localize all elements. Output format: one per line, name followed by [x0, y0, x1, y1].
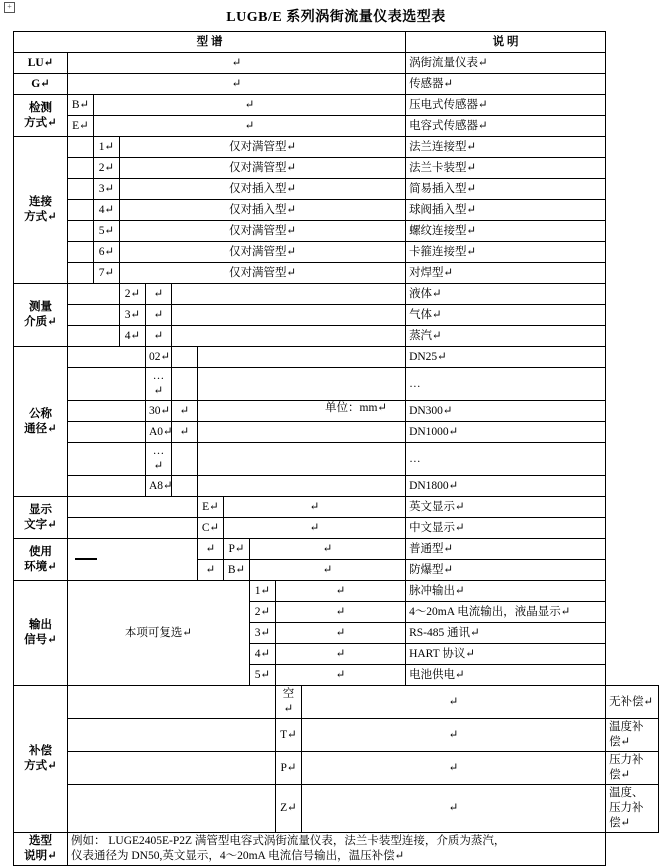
display-desc-2: 中文显示↵ — [406, 518, 606, 539]
connect-code-7: 7↵ — [94, 263, 120, 284]
output-desc-4: HART 协议↵ — [406, 644, 606, 665]
table-row — [14, 476, 659, 497]
medium-mark-1: ↵ — [146, 284, 172, 305]
row-label-caliber: 公称 通径↵ — [14, 347, 68, 497]
output-code-5: 5↵ — [250, 665, 276, 686]
output-desc-5: 电池供电↵ — [406, 665, 606, 686]
connect-code-1: 1↵ — [94, 137, 120, 158]
output-code-4: 4↵ — [250, 644, 276, 665]
medium-code-1: 2↵ — [120, 284, 146, 305]
table-row — [14, 179, 659, 200]
compensation-desc-4: 温度、压力补偿↵ — [606, 785, 659, 833]
compensation-desc-1: 无补偿↵ — [606, 686, 659, 719]
row-label-selection: 选型 说明↵ — [14, 833, 68, 866]
output-mark-2: ↵ — [276, 602, 406, 623]
table-row — [14, 497, 659, 518]
environment-desc-2: 防爆型↵ — [406, 560, 606, 581]
detect-code-1: B↵ — [68, 95, 94, 116]
table-row — [14, 401, 659, 422]
compensation-code-2: T↵ — [276, 719, 302, 752]
output-mark-5: ↵ — [276, 665, 406, 686]
row-code-lu: ↵ — [68, 53, 406, 74]
caliber-mark-1 — [172, 347, 198, 368]
environment-mark-1: ↵ — [250, 539, 406, 560]
display-code-1: E↵ — [198, 497, 224, 518]
table-row — [14, 221, 659, 242]
table-row — [14, 305, 659, 326]
connect-code-4: 4↵ — [94, 200, 120, 221]
table-row — [14, 95, 659, 116]
compensation-code-1: 空↵ — [276, 686, 302, 719]
display-mark-1: ↵ — [224, 497, 406, 518]
row-label-connect: 连接 方式↵ — [14, 137, 68, 284]
compensation-mark-4: ↵ — [302, 785, 606, 833]
caliber-mark-2 — [172, 368, 198, 401]
compensation-code-3: P↵ — [276, 752, 302, 785]
caliber-desc-2: … — [406, 368, 606, 401]
detect-mark-1: ↵ — [94, 95, 406, 116]
table-row — [14, 74, 659, 95]
connect-code-5: 5↵ — [94, 221, 120, 242]
connect-desc-3: 简易插入型↵ — [406, 179, 606, 200]
table-row — [14, 539, 659, 560]
row-label-g: G↵ — [14, 74, 68, 95]
medium-mark-2: ↵ — [146, 305, 172, 326]
table-row — [14, 53, 659, 74]
caliber-code-1: 02↵ — [146, 347, 172, 368]
row-label-display: 显示 文字↵ — [14, 497, 68, 539]
connect-mid-5: 仅对满管型↵ — [120, 221, 406, 242]
selection-table — [13, 31, 659, 866]
medium-code-3: 4↵ — [120, 326, 146, 347]
detect-code-2: E↵ — [68, 116, 94, 137]
compensation-desc-3: 压力补偿↵ — [606, 752, 659, 785]
environment-mark-2: ↵ — [250, 560, 406, 581]
environment-sep-1: ↵ — [198, 539, 224, 560]
environment-code-2: B↵ — [224, 560, 250, 581]
table-row — [14, 368, 659, 401]
medium-desc-3: 蒸汽↵ — [406, 326, 606, 347]
environment-code-1: P↵ — [224, 539, 250, 560]
caliber-code-5: …↵ — [146, 443, 172, 476]
table-row — [14, 242, 659, 263]
connect-mid-4: 仅对插入型↵ — [120, 200, 406, 221]
connect-mid-1: 仅对满管型↵ — [120, 137, 406, 158]
connect-mid-3: 仅对插入型↵ — [120, 179, 406, 200]
selection-note-line1: 例如： LUGE2405E-P2Z 满管型电容式涡街流量仪表，法兰卡装型连接，介质为蒸汽， — [71, 835, 506, 847]
table-row — [14, 686, 659, 719]
compensation-mark-1: ↵ — [302, 686, 606, 719]
row-desc-g: 传感器↵ — [406, 74, 606, 95]
table-row — [14, 443, 659, 476]
environment-sep-2: ↵ — [198, 560, 224, 581]
table-row — [14, 326, 659, 347]
row-label-lu: LU↵ — [14, 53, 68, 74]
caliber-mark-5 — [172, 443, 198, 476]
table-row — [14, 263, 659, 284]
compensation-desc-2: 温度补偿↵ — [606, 719, 659, 752]
environment-dash — [68, 539, 198, 581]
connect-code-6: 6↵ — [94, 242, 120, 263]
table-row — [14, 116, 659, 137]
row-label-compensation: 补偿 方式↵ — [14, 686, 68, 833]
output-desc-3: RS-485 通讯↵ — [406, 623, 606, 644]
row-label-medium: 测量 介质↵ — [14, 284, 68, 347]
output-mark-4: ↵ — [276, 644, 406, 665]
connect-desc-1: 法兰连接型↵ — [406, 137, 606, 158]
caliber-desc-6: DN1800↵ — [406, 476, 606, 497]
caliber-mark-3: ↵ — [172, 401, 198, 422]
display-mark-2: ↵ — [224, 518, 406, 539]
caliber-code-3: 30↵ — [146, 401, 172, 422]
output-mark-3: ↵ — [276, 623, 406, 644]
connect-mid-6: 仅对满管型↵ — [120, 242, 406, 263]
selection-note — [68, 833, 606, 866]
output-desc-2: 4～20mA 电流输出，液晶显示↵ — [406, 602, 606, 623]
connect-mid-7: 仅对满管型↵ — [120, 263, 406, 284]
detect-desc-1: 压电式传感器↵ — [406, 95, 606, 116]
table-row — [14, 200, 659, 221]
medium-desc-1: 液体↵ — [406, 284, 606, 305]
header-left: 型 谱 — [14, 32, 406, 53]
table-row — [14, 785, 659, 833]
medium-desc-2: 气体↵ — [406, 305, 606, 326]
compensation-code-4: Z↵ — [276, 785, 302, 833]
caliber-desc-5: … — [406, 443, 606, 476]
detect-desc-2: 电容式传感器↵ — [406, 116, 606, 137]
environment-desc-1: 普通型↵ — [406, 539, 606, 560]
table-row — [14, 347, 659, 368]
connect-code-2: 2↵ — [94, 158, 120, 179]
table-row — [14, 719, 659, 752]
table-row — [14, 284, 659, 305]
table-row — [14, 158, 659, 179]
expand-icon[interactable]: + — [4, 2, 15, 13]
output-code-3: 3↵ — [250, 623, 276, 644]
detect-mark-2: ↵ — [94, 116, 406, 137]
row-label-output: 输出 信号↵ — [14, 581, 68, 686]
output-mark-1: ↵ — [276, 581, 406, 602]
output-code-1: 1↵ — [250, 581, 276, 602]
display-code-2: C↵ — [198, 518, 224, 539]
caliber-unit-label: 单位：mm↵ — [325, 402, 388, 414]
caliber-code-2: …↵ — [146, 368, 172, 401]
header-right: 说 明 — [406, 32, 606, 53]
caliber-desc-4: DN1000↵ — [406, 422, 606, 443]
table-header-row — [14, 32, 659, 53]
table-row — [14, 518, 659, 539]
row-label-detect: 检测 方式↵ — [14, 95, 68, 137]
row-label-environment: 使用 环境↵ — [14, 539, 68, 581]
connect-desc-6: 卡箍连接型↵ — [406, 242, 606, 263]
connect-desc-4: 球阀插入型↵ — [406, 200, 606, 221]
caliber-code-4: A0↵ — [146, 422, 172, 443]
medium-mark-3: ↵ — [146, 326, 172, 347]
table-row — [14, 581, 659, 602]
selection-note-line2: 仪表通径为 DN50,英文显示，4～20mA 电流信号输出，温压补偿↵ — [71, 850, 405, 862]
page-title: LUGB/E 系列涡街流量仪表选型表 — [226, 10, 446, 25]
caliber-mark-6 — [172, 476, 198, 497]
output-note: 本项可复选↵ — [68, 581, 250, 686]
output-desc-1: 脉冲输出↵ — [406, 581, 606, 602]
row-desc-lu: 涡街流量仪表↵ — [406, 53, 606, 74]
caliber-mark-4: ↵ — [172, 422, 198, 443]
table-row — [14, 137, 659, 158]
output-code-2: 2↵ — [250, 602, 276, 623]
medium-code-2: 3↵ — [120, 305, 146, 326]
display-desc-1: 英文显示↵ — [406, 497, 606, 518]
compensation-mark-3: ↵ — [302, 752, 606, 785]
caliber-unit-cell — [198, 401, 406, 422]
connect-code-3: 3↵ — [94, 179, 120, 200]
row-code-g: ↵ — [68, 74, 406, 95]
table-row — [14, 422, 659, 443]
connect-desc-2: 法兰卡装型↵ — [406, 158, 606, 179]
compensation-mark-2: ↵ — [302, 719, 606, 752]
caliber-desc-1: DN25↵ — [406, 347, 606, 368]
table-row — [14, 752, 659, 785]
caliber-code-6: A8↵ — [146, 476, 172, 497]
caliber-desc-3: DN300↵ — [406, 401, 606, 422]
connect-mid-2: 仅对满管型↵ — [120, 158, 406, 179]
table-row — [14, 833, 659, 866]
connect-desc-7: 对焊型↵ — [406, 263, 606, 284]
connect-desc-5: 螺纹连接型↵ — [406, 221, 606, 242]
